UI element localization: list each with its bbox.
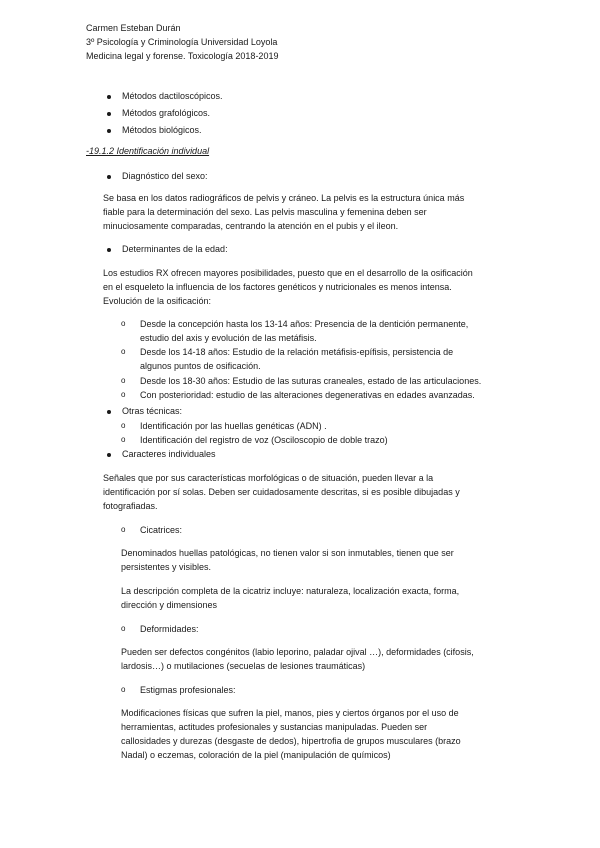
bullet-icon [107, 410, 111, 414]
age-subitem: Desde los 14-18 años: Estudio de la relación metáfisis-epífisis, persistencia de [140, 347, 454, 357]
section-title: -19.1.2 Identificación individual [86, 146, 210, 156]
age-subitem: Desde la concepción hasta los 13-14 años: Presencia de la dentición permanente, [140, 319, 469, 329]
scars-line: dirección y dimensiones [121, 600, 218, 610]
circle-bullet-icon: o [121, 421, 126, 430]
deformities-line: Pueden ser defectos congénitos (labio leporino, paladar ojival …), deformidades (cifosis, [121, 647, 474, 657]
header-course: 3º Psicología y Criminología Universidad Loyola [86, 37, 278, 47]
bullet-icon [107, 112, 111, 116]
age-subitem: Con posterioridad: estudio de las alteraciones degenerativas en edades avanzadas. [140, 390, 475, 400]
other-heading: Otras técnicas: [122, 406, 183, 416]
diagnosis-line: Se basa en los datos radiográficos de pelvis y cráneo. La pelvis es la estructura única más [103, 193, 465, 203]
circle-bullet-icon: o [121, 376, 126, 385]
list-item: Métodos grafológicos. [122, 108, 211, 118]
characters-line: identificación por sí solas. Deben ser cuidadosamente descritas, si es posible dibujadas y [103, 487, 460, 497]
characters-line: fotografiadas. [103, 501, 158, 511]
scars-line: persistentes y visibles. [121, 562, 212, 572]
stigmas-heading: Estigmas profesionales: [140, 685, 236, 695]
age-line: en el esqueleto la influencia de los factores genéticos y nutricionales es menos intensa. [103, 282, 452, 292]
scars-line: La descripción completa de la cicatriz incluye: naturaleza, localización exacta, forma, [121, 586, 460, 596]
circle-bullet-icon: o [121, 390, 126, 399]
bullet-icon [107, 248, 111, 252]
bullet-icon [107, 95, 111, 99]
stigmas-line: Modificaciones físicas que sufren la piel, manos, pies y ciertos órganos por el uso de [121, 708, 459, 718]
diagnosis-heading: Diagnóstico del sexo: [122, 171, 208, 181]
list-item: Métodos dactiloscópicos. [122, 91, 223, 101]
deformities-heading: Deformidades: [140, 624, 199, 634]
circle-bullet-icon: o [121, 525, 126, 534]
age-subitem-cont: estudio del axis y evolución de las metáfisis. [140, 333, 317, 343]
stigmas-line: herramientas, actitudes profesionales y sustancias manipuladas. Pueden ser [121, 722, 428, 732]
diagnosis-line: fiable para la determinación del sexo. Las pelvis masculina y femenina deben ser [103, 207, 427, 217]
circle-bullet-icon: o [121, 319, 126, 328]
header-subject: Medicina legal y forense. Toxicología 2018-2019 [86, 51, 279, 61]
header-author: Carmen Esteban Durán [86, 23, 181, 33]
bullet-icon [107, 129, 111, 133]
stigmas-line: Nadal) o eczemas, coloración de la piel (manipulación de químicos) [121, 750, 391, 760]
characters-line: Señales que por sus características morfológicas o de situación, pueden llevar a la [103, 473, 434, 483]
list-item: Métodos biológicos. [122, 125, 202, 135]
stigmas-line: callosidades y durezas (desgaste de dedos), hipertrofia de grupos musculares (brazo [121, 736, 461, 746]
other-subitem: Identificación del registro de voz (Osciloscopio de doble trazo) [140, 435, 388, 445]
age-subitem: Desde los 18-30 años: Estudio de las suturas craneales, estado de las articulaciones. [140, 376, 482, 386]
circle-bullet-icon: o [121, 347, 126, 356]
diagnosis-line: minuciosamente comparadas, centrando la atención en el pubis y el ileon. [103, 221, 399, 231]
age-line: Evolución de la osificación: [103, 296, 212, 306]
age-line: Los estudios RX ofrecen mayores posibilidades, puesto que en el desarrollo de la osificación [103, 268, 473, 278]
circle-bullet-icon: o [121, 435, 126, 444]
age-heading: Determinantes de la edad: [122, 244, 228, 254]
scars-line: Denominados huellas patológicas, no tienen valor si son inmutables, tienen que ser [121, 548, 454, 558]
scars-heading: Cicatrices: [140, 525, 183, 535]
circle-bullet-icon: o [121, 624, 126, 633]
circle-bullet-icon: o [121, 685, 126, 694]
other-subitem: Identificación por las huellas genéticas (ADN) . [140, 421, 327, 431]
bullet-icon [107, 175, 111, 179]
bullet-icon [107, 453, 111, 457]
age-subitem-cont: algunos puntos de osificación. [140, 361, 261, 371]
deformities-line: lardosis…) o mutilaciones (secuelas de lesiones traumáticas) [121, 661, 366, 671]
characters-heading: Caracteres individuales [122, 449, 216, 459]
